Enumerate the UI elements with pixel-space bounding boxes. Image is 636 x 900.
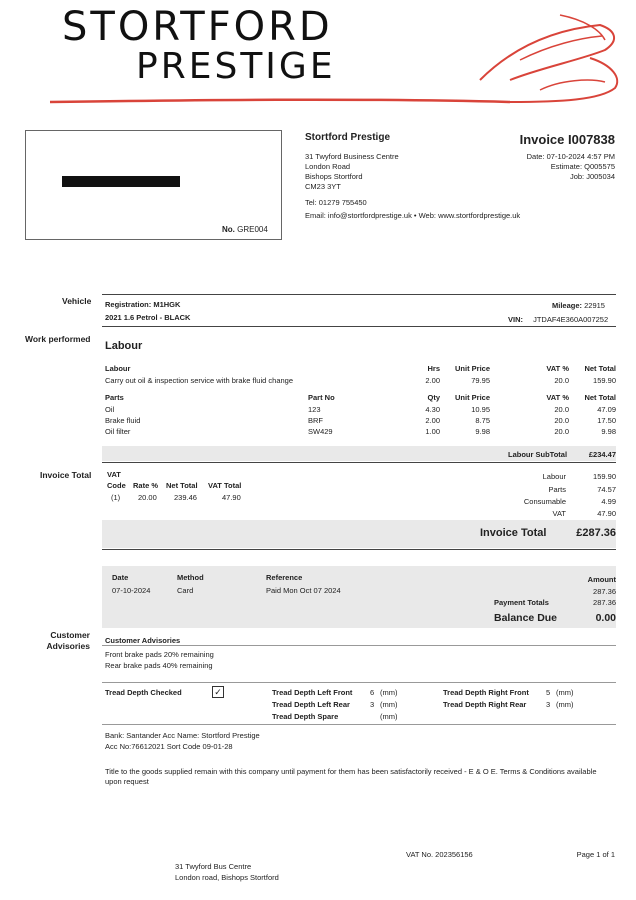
summary-label: Consumable	[523, 497, 566, 506]
part-number: 123	[308, 405, 321, 414]
payment-totals-label: Payment Totals	[494, 598, 549, 607]
part-name: Oil filter	[105, 427, 131, 436]
tread-left-front-value: 6	[370, 688, 375, 697]
unit-price-col-header: Unit Price	[454, 393, 490, 402]
part-net-total: 17.50	[597, 416, 616, 425]
labour-col-header: Labour	[105, 364, 131, 373]
labour-unit-price: 79.95	[471, 376, 490, 385]
advisory-line: Rear brake pads 40% remaining	[105, 661, 213, 670]
company-tel: Tel: 01279 755450	[305, 198, 367, 207]
divider	[102, 682, 616, 683]
work-side-label: Work performed	[25, 334, 91, 344]
vehicle-mileage	[552, 301, 605, 310]
redacted-name	[62, 176, 180, 187]
summary-value: 74.57	[597, 485, 616, 494]
divider	[102, 462, 616, 463]
tread-checked-label: Tread Depth Checked	[105, 688, 182, 697]
unit-price-col-header: Unit Price	[454, 364, 490, 373]
vehicle-registration: Registration: M1HGK	[105, 300, 181, 309]
tread-left-rear-unit: (mm)	[380, 700, 398, 709]
tread-right-front-unit: (mm)	[556, 688, 574, 697]
customer-no-value: GRE004	[237, 225, 268, 234]
labour-subtotal-label: Labour SubTotal	[508, 450, 568, 459]
invoice-job: Job: J005034	[569, 172, 615, 181]
mileage-label: Mileage:	[552, 301, 583, 310]
net-total-col-header: Net Total	[584, 364, 616, 373]
vat-col-header: VAT %	[546, 393, 569, 402]
address-line: 31 Twyford Business Centre	[305, 152, 399, 161]
customer-no-label: No.	[222, 225, 235, 234]
part-net-total: 47.09	[597, 405, 616, 414]
part-vat: 20.0	[554, 405, 569, 414]
vat-total-header: VAT Total	[208, 481, 242, 490]
advisories-side-label-line: Advisories	[46, 641, 90, 651]
labour-subtotal-value: £234.47	[588, 450, 616, 459]
part-unit-price: 10.95	[471, 405, 490, 414]
tread-checked-checkbox[interactable]: ✓	[212, 686, 224, 698]
vat-rate: 20.00	[138, 493, 157, 502]
balance-due-value: 0.00	[595, 612, 616, 624]
address-line: CM23 3YT	[305, 182, 341, 191]
divider	[102, 326, 616, 327]
summary-value: 47.90	[597, 509, 616, 518]
vat-net-total: 239.46	[174, 493, 197, 502]
invoice-total-side-label: Invoice Total	[40, 470, 92, 480]
work-section-title: Labour	[105, 340, 143, 352]
labour-net-total: 159.90	[593, 376, 616, 385]
mileage-value: 22915	[584, 301, 605, 310]
tread-right-front-label: Tread Depth Right Front	[443, 688, 529, 697]
part-no-col-header: Part No	[308, 393, 335, 402]
payment-reference-header: Reference	[266, 573, 303, 582]
net-total-col-header: Net Total	[584, 393, 616, 402]
tread-left-rear-value: 3	[370, 700, 375, 709]
vehicle-side-label: Vehicle	[62, 296, 92, 306]
divider	[102, 645, 616, 646]
vin-label: VIN:	[508, 315, 523, 324]
bank-line-2: Acc No:76612021 Sort Code 09-01-28	[105, 742, 233, 751]
part-number: BRF	[308, 416, 323, 425]
tread-left-front-unit: (mm)	[380, 688, 398, 697]
company-email-web: Email: info@stortfordprestige.uk • Web: www.stortfordprestige.uk	[305, 211, 521, 220]
tread-right-front-value: 5	[546, 688, 551, 697]
invoice-total-label: Invoice Total	[480, 527, 547, 539]
divider	[102, 549, 616, 550]
payment-amount: 287.36	[593, 587, 616, 596]
advisories-title: Customer Advisories	[105, 636, 181, 645]
terms-text: Title to the goods supplied remain with this company until payment for them has been satisfactorily received - E & O E. Terms & Conditions available upon request	[105, 767, 597, 786]
payment-amount-header: Amount	[587, 575, 616, 584]
company-name: Stortford Prestige	[305, 132, 391, 143]
customer-number	[222, 225, 268, 234]
summary-label: Labour	[542, 472, 566, 481]
part-unit-price: 9.98	[475, 427, 490, 436]
parts-col-header: Parts	[105, 393, 124, 402]
invoice-date: Date: 07-10-2024 4:57 PM	[526, 152, 615, 161]
payment-date: 07-10-2024	[112, 586, 151, 595]
vat-code: (1)	[111, 493, 121, 502]
logo-line-1: STORTFORD	[62, 4, 333, 50]
summary-value: 4.99	[601, 497, 616, 506]
divider	[102, 294, 616, 295]
vat-net-total-header: Net Total	[166, 481, 198, 490]
vat-title: VAT	[107, 470, 121, 479]
tread-left-rear-label: Tread Depth Left Rear	[272, 700, 350, 709]
footer-address-1: 31 Twyford Bus Centre	[175, 862, 252, 871]
tread-spare-label: Tread Depth Spare	[272, 712, 339, 721]
summary-label: VAT	[552, 509, 566, 518]
payment-date-header: Date	[112, 573, 129, 582]
payment-method-header: Method	[177, 573, 204, 582]
company-address	[305, 152, 399, 192]
tread-right-rear-label: Tread Depth Right Rear	[443, 700, 527, 709]
footer-address-2: London road, Bishops Stortford	[175, 873, 279, 882]
tread-left-front-label: Tread Depth Left Front	[272, 688, 353, 697]
part-vat: 20.0	[554, 427, 569, 436]
vat-total: 47.90	[222, 493, 241, 502]
vat-number: VAT No. 202356156	[406, 850, 473, 859]
summary-value: 159.90	[593, 472, 616, 481]
vat-rate-header: Rate %	[133, 481, 159, 490]
divider	[102, 724, 616, 725]
part-number: SW429	[308, 427, 333, 436]
labour-vat: 20.0	[554, 376, 569, 385]
tread-spare-unit: (mm)	[380, 712, 398, 721]
invoice-title: Invoice I007838	[519, 132, 615, 147]
balance-due-label: Balance Due	[494, 612, 558, 624]
vehicle-vin	[508, 315, 608, 324]
part-qty: 4.30	[425, 405, 440, 414]
bank-line-1: Bank: Santander Acc Name: Stortford Prestige	[105, 731, 260, 740]
part-name: Oil	[105, 405, 115, 414]
vat-col-header: VAT %	[546, 364, 569, 373]
payment-totals-value: 287.36	[593, 598, 616, 607]
summary-label: Parts	[548, 485, 566, 494]
vin-value: JTDAF4E360A007252	[533, 315, 609, 324]
labour-description: Carry out oil & inspection service with brake fluid change	[105, 376, 294, 385]
tread-right-rear-value: 3	[546, 700, 551, 709]
invoice-meta	[470, 152, 615, 182]
part-qty: 2.00	[425, 416, 440, 425]
part-qty: 1.00	[425, 427, 440, 436]
advisory-line: Front brake pads 20% remaining	[105, 650, 214, 659]
tread-right-rear-unit: (mm)	[556, 700, 574, 709]
part-vat: 20.0	[554, 416, 569, 425]
invoice-total-value: £287.36	[576, 527, 616, 539]
qty-col-header: Qty	[427, 393, 440, 402]
payment-method: Card	[177, 586, 194, 595]
invoice-estimate: Estimate: Q005575	[550, 162, 615, 171]
address-line: Bishops Stortford	[305, 172, 363, 181]
advisories-side-label	[20, 630, 90, 652]
address-line: London Road	[305, 162, 351, 171]
logo-line-2: PRESTIGE	[136, 46, 336, 87]
advisories-side-label-line: Customer	[50, 630, 90, 640]
part-unit-price: 8.75	[475, 416, 490, 425]
car-swoosh-logo	[40, 10, 630, 120]
vat-code-header: Code	[107, 481, 126, 490]
labour-hrs: 2.00	[425, 376, 440, 385]
page-number: Page 1 of 1	[576, 850, 615, 859]
part-net-total: 9.98	[601, 427, 616, 436]
hrs-col-header: Hrs	[427, 364, 440, 373]
vehicle-description: 2021 1.6 Petrol - BLACK	[105, 313, 191, 322]
payment-reference: Paid Mon Oct 07 2024	[266, 586, 341, 595]
part-name: Brake fluid	[105, 416, 141, 425]
